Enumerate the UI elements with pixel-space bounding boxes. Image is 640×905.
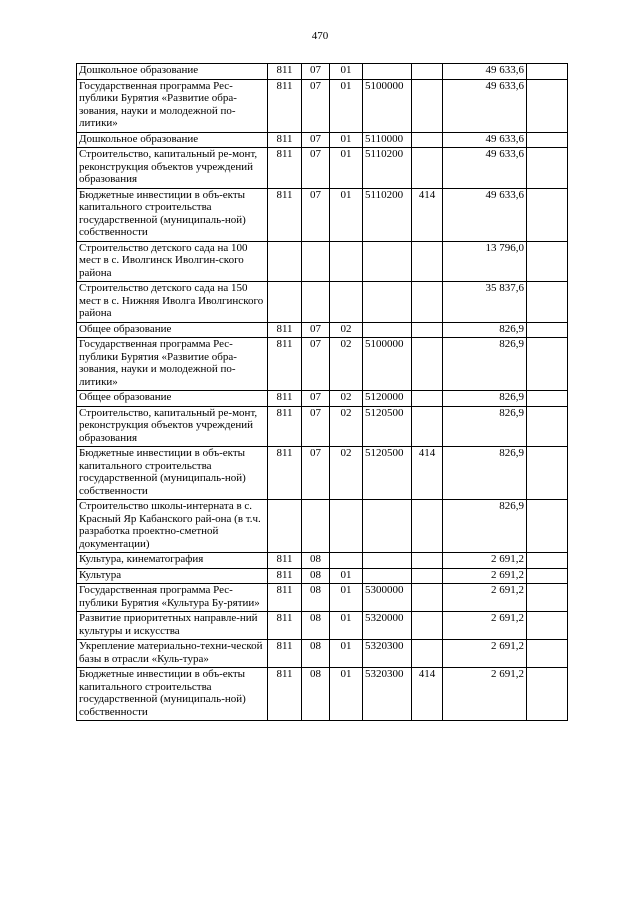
cell-target-article-code bbox=[363, 64, 412, 80]
cell-amount: 826,9 bbox=[443, 391, 527, 407]
cell-extra bbox=[527, 338, 568, 391]
cell-subsection-code: 01 bbox=[330, 584, 363, 612]
cell-department-code: 811 bbox=[268, 64, 302, 80]
cell-name: Дошкольное образование bbox=[77, 64, 268, 80]
cell-department-code: 811 bbox=[268, 668, 302, 721]
cell-amount: 826,9 bbox=[443, 447, 527, 500]
cell-section-code: 07 bbox=[302, 132, 330, 148]
cell-department-code: 811 bbox=[268, 148, 302, 189]
cell-amount: 49 633,6 bbox=[443, 64, 527, 80]
table-row bbox=[77, 132, 568, 148]
table-row bbox=[77, 553, 568, 569]
cell-section-code: 08 bbox=[302, 612, 330, 640]
cell-department-code: 811 bbox=[268, 406, 302, 447]
cell-amount: 49 633,6 bbox=[443, 79, 527, 132]
cell-subsection-code: 02 bbox=[330, 338, 363, 391]
cell-subsection-code bbox=[330, 241, 363, 282]
cell-section-code: 08 bbox=[302, 568, 330, 584]
cell-target-article-code: 5320300 bbox=[363, 640, 412, 668]
table-row bbox=[77, 79, 568, 132]
cell-amount: 49 633,6 bbox=[443, 188, 527, 241]
cell-subsection-code bbox=[330, 282, 363, 323]
cell-target-article-code bbox=[363, 322, 412, 338]
cell-name: Культура, кинематография bbox=[77, 553, 268, 569]
cell-section-code: 08 bbox=[302, 553, 330, 569]
cell-name: Бюджетные инвестиции в объ-екты капитального строительства государственной (муниципаль-ной) собственности bbox=[77, 668, 268, 721]
cell-expense-type-code bbox=[412, 148, 443, 189]
cell-subsection-code: 01 bbox=[330, 188, 363, 241]
page-number: 470 bbox=[311, 30, 329, 42]
cell-subsection-code: 01 bbox=[330, 148, 363, 189]
cell-section-code: 08 bbox=[302, 584, 330, 612]
table-row bbox=[77, 640, 568, 668]
cell-name: Общее образование bbox=[77, 391, 268, 407]
cell-name: Общее образование bbox=[77, 322, 268, 338]
cell-department-code: 811 bbox=[268, 132, 302, 148]
cell-expense-type-code bbox=[412, 584, 443, 612]
cell-extra bbox=[527, 668, 568, 721]
cell-name: Развитие приоритетных направле-ний культуры и искусства bbox=[77, 612, 268, 640]
cell-section-code bbox=[302, 282, 330, 323]
cell-expense-type-code bbox=[412, 568, 443, 584]
table-row bbox=[77, 282, 568, 323]
cell-name: Строительство школы-интерната в с. Красный Яр Кабанского рай-она (в т.ч. разработка проектно-сметной документации) bbox=[77, 500, 268, 553]
cell-subsection-code: 02 bbox=[330, 322, 363, 338]
cell-subsection-code bbox=[330, 553, 363, 569]
table-row bbox=[77, 241, 568, 282]
table-row bbox=[77, 584, 568, 612]
cell-name: Дошкольное образование bbox=[77, 132, 268, 148]
cell-extra bbox=[527, 447, 568, 500]
cell-target-article-code: 5110200 bbox=[363, 188, 412, 241]
cell-section-code: 07 bbox=[302, 64, 330, 80]
cell-subsection-code: 02 bbox=[330, 406, 363, 447]
cell-extra bbox=[527, 500, 568, 553]
cell-expense-type-code bbox=[412, 553, 443, 569]
cell-expense-type-code bbox=[412, 612, 443, 640]
cell-department-code: 811 bbox=[268, 612, 302, 640]
budget-table bbox=[76, 63, 568, 721]
cell-target-article-code bbox=[363, 241, 412, 282]
cell-extra bbox=[527, 282, 568, 323]
table-row bbox=[77, 391, 568, 407]
cell-target-article-code: 5320000 bbox=[363, 612, 412, 640]
cell-department-code bbox=[268, 282, 302, 323]
cell-extra bbox=[527, 391, 568, 407]
cell-section-code: 07 bbox=[302, 188, 330, 241]
cell-section-code bbox=[302, 500, 330, 553]
cell-extra bbox=[527, 322, 568, 338]
cell-name: Строительство детского сада на 150 мест в с. Нижняя Иволга Иволгинского района bbox=[77, 282, 268, 323]
cell-name: Государственная программа Рес-публики Бурятия «Культура Бу-рятии» bbox=[77, 584, 268, 612]
cell-amount: 2 691,2 bbox=[443, 568, 527, 584]
cell-department-code: 811 bbox=[268, 338, 302, 391]
cell-extra bbox=[527, 241, 568, 282]
cell-section-code bbox=[302, 241, 330, 282]
cell-name: Культура bbox=[77, 568, 268, 584]
cell-target-article-code bbox=[363, 282, 412, 323]
cell-name: Бюджетные инвестиции в объ-екты капитального строительства государственной (муниципаль-ной) собственности bbox=[77, 447, 268, 500]
table-row bbox=[77, 500, 568, 553]
cell-subsection-code: 01 bbox=[330, 668, 363, 721]
table-row bbox=[77, 64, 568, 80]
cell-subsection-code: 01 bbox=[330, 64, 363, 80]
cell-department-code: 811 bbox=[268, 322, 302, 338]
cell-section-code: 07 bbox=[302, 391, 330, 407]
cell-department-code bbox=[268, 241, 302, 282]
cell-department-code bbox=[268, 500, 302, 553]
cell-section-code: 07 bbox=[302, 322, 330, 338]
table-row bbox=[77, 612, 568, 640]
cell-name: Строительство, капитальный ре-монт, реконструкция объектов учреждений образования bbox=[77, 148, 268, 189]
cell-subsection-code bbox=[330, 500, 363, 553]
cell-target-article-code: 5120500 bbox=[363, 447, 412, 500]
table-row bbox=[77, 568, 568, 584]
table-row bbox=[77, 148, 568, 189]
cell-amount: 2 691,2 bbox=[443, 553, 527, 569]
cell-subsection-code: 01 bbox=[330, 640, 363, 668]
cell-expense-type-code: 414 bbox=[412, 668, 443, 721]
cell-department-code: 811 bbox=[268, 568, 302, 584]
cell-target-article-code: 5110200 bbox=[363, 148, 412, 189]
cell-amount: 826,9 bbox=[443, 338, 527, 391]
cell-name: Строительство детского сада на 100 мест в с. Иволгинск Иволгин-ского района bbox=[77, 241, 268, 282]
cell-amount: 2 691,2 bbox=[443, 640, 527, 668]
cell-name: Государственная программа Рес-публики Бурятия «Развитие обра-зования, науки и молодежной по-литики» bbox=[77, 79, 268, 132]
cell-expense-type-code: 414 bbox=[412, 447, 443, 500]
cell-section-code: 07 bbox=[302, 148, 330, 189]
cell-name: Бюджетные инвестиции в объ-екты капитального строительства государственной (муниципаль-ной) собственности bbox=[77, 188, 268, 241]
cell-expense-type-code bbox=[412, 338, 443, 391]
cell-name: Государственная программа Рес-публики Бурятия «Развитие обра-зования, науки и молодежной по-литики» bbox=[77, 338, 268, 391]
cell-department-code: 811 bbox=[268, 553, 302, 569]
cell-extra bbox=[527, 79, 568, 132]
cell-extra bbox=[527, 568, 568, 584]
cell-extra bbox=[527, 406, 568, 447]
cell-extra bbox=[527, 64, 568, 80]
cell-department-code: 811 bbox=[268, 79, 302, 132]
cell-section-code: 08 bbox=[302, 668, 330, 721]
cell-amount: 35 837,6 bbox=[443, 282, 527, 323]
cell-department-code: 811 bbox=[268, 447, 302, 500]
cell-target-article-code: 5100000 bbox=[363, 338, 412, 391]
table-row bbox=[77, 406, 568, 447]
cell-amount: 826,9 bbox=[443, 500, 527, 553]
cell-amount: 49 633,6 bbox=[443, 148, 527, 189]
cell-expense-type-code bbox=[412, 64, 443, 80]
budget-table-body bbox=[77, 64, 568, 721]
cell-expense-type-code bbox=[412, 640, 443, 668]
table-row bbox=[77, 668, 568, 721]
table-row bbox=[77, 338, 568, 391]
cell-target-article-code: 5120500 bbox=[363, 406, 412, 447]
cell-expense-type-code bbox=[412, 132, 443, 148]
cell-amount: 2 691,2 bbox=[443, 668, 527, 721]
cell-target-article-code: 5120000 bbox=[363, 391, 412, 407]
cell-extra bbox=[527, 188, 568, 241]
cell-target-article-code: 5320300 bbox=[363, 668, 412, 721]
cell-amount: 2 691,2 bbox=[443, 584, 527, 612]
cell-subsection-code: 02 bbox=[330, 391, 363, 407]
cell-department-code: 811 bbox=[268, 584, 302, 612]
cell-expense-type-code bbox=[412, 322, 443, 338]
cell-target-article-code bbox=[363, 500, 412, 553]
cell-name: Строительство, капитальный ре-монт, реконструкция объектов учреждений образования bbox=[77, 406, 268, 447]
cell-extra bbox=[527, 584, 568, 612]
cell-department-code: 811 bbox=[268, 188, 302, 241]
cell-extra bbox=[527, 612, 568, 640]
cell-expense-type-code bbox=[412, 79, 443, 132]
cell-department-code: 811 bbox=[268, 391, 302, 407]
cell-section-code: 08 bbox=[302, 640, 330, 668]
cell-target-article-code bbox=[363, 553, 412, 569]
cell-target-article-code: 5300000 bbox=[363, 584, 412, 612]
cell-name: Укрепление материально-техни-ческой базы в отрасли «Куль-тура» bbox=[77, 640, 268, 668]
cell-target-article-code bbox=[363, 568, 412, 584]
cell-extra bbox=[527, 132, 568, 148]
cell-expense-type-code bbox=[412, 282, 443, 323]
cell-section-code: 07 bbox=[302, 447, 330, 500]
cell-expense-type-code bbox=[412, 500, 443, 553]
cell-section-code: 07 bbox=[302, 406, 330, 447]
cell-amount: 2 691,2 bbox=[443, 612, 527, 640]
cell-expense-type-code bbox=[412, 406, 443, 447]
cell-subsection-code: 01 bbox=[330, 132, 363, 148]
cell-subsection-code: 01 bbox=[330, 612, 363, 640]
cell-amount: 13 796,0 bbox=[443, 241, 527, 282]
cell-department-code: 811 bbox=[268, 640, 302, 668]
cell-extra bbox=[527, 640, 568, 668]
cell-amount: 826,9 bbox=[443, 322, 527, 338]
table-row bbox=[77, 322, 568, 338]
cell-subsection-code: 01 bbox=[330, 568, 363, 584]
cell-target-article-code: 5110000 bbox=[363, 132, 412, 148]
cell-subsection-code: 02 bbox=[330, 447, 363, 500]
cell-amount: 826,9 bbox=[443, 406, 527, 447]
table-row bbox=[77, 447, 568, 500]
cell-extra bbox=[527, 148, 568, 189]
cell-amount: 49 633,6 bbox=[443, 132, 527, 148]
cell-target-article-code: 5100000 bbox=[363, 79, 412, 132]
cell-extra bbox=[527, 553, 568, 569]
table-row bbox=[77, 188, 568, 241]
cell-section-code: 07 bbox=[302, 338, 330, 391]
cell-section-code: 07 bbox=[302, 79, 330, 132]
cell-expense-type-code bbox=[412, 241, 443, 282]
cell-expense-type-code: 414 bbox=[412, 188, 443, 241]
cell-subsection-code: 01 bbox=[330, 79, 363, 132]
cell-expense-type-code bbox=[412, 391, 443, 407]
